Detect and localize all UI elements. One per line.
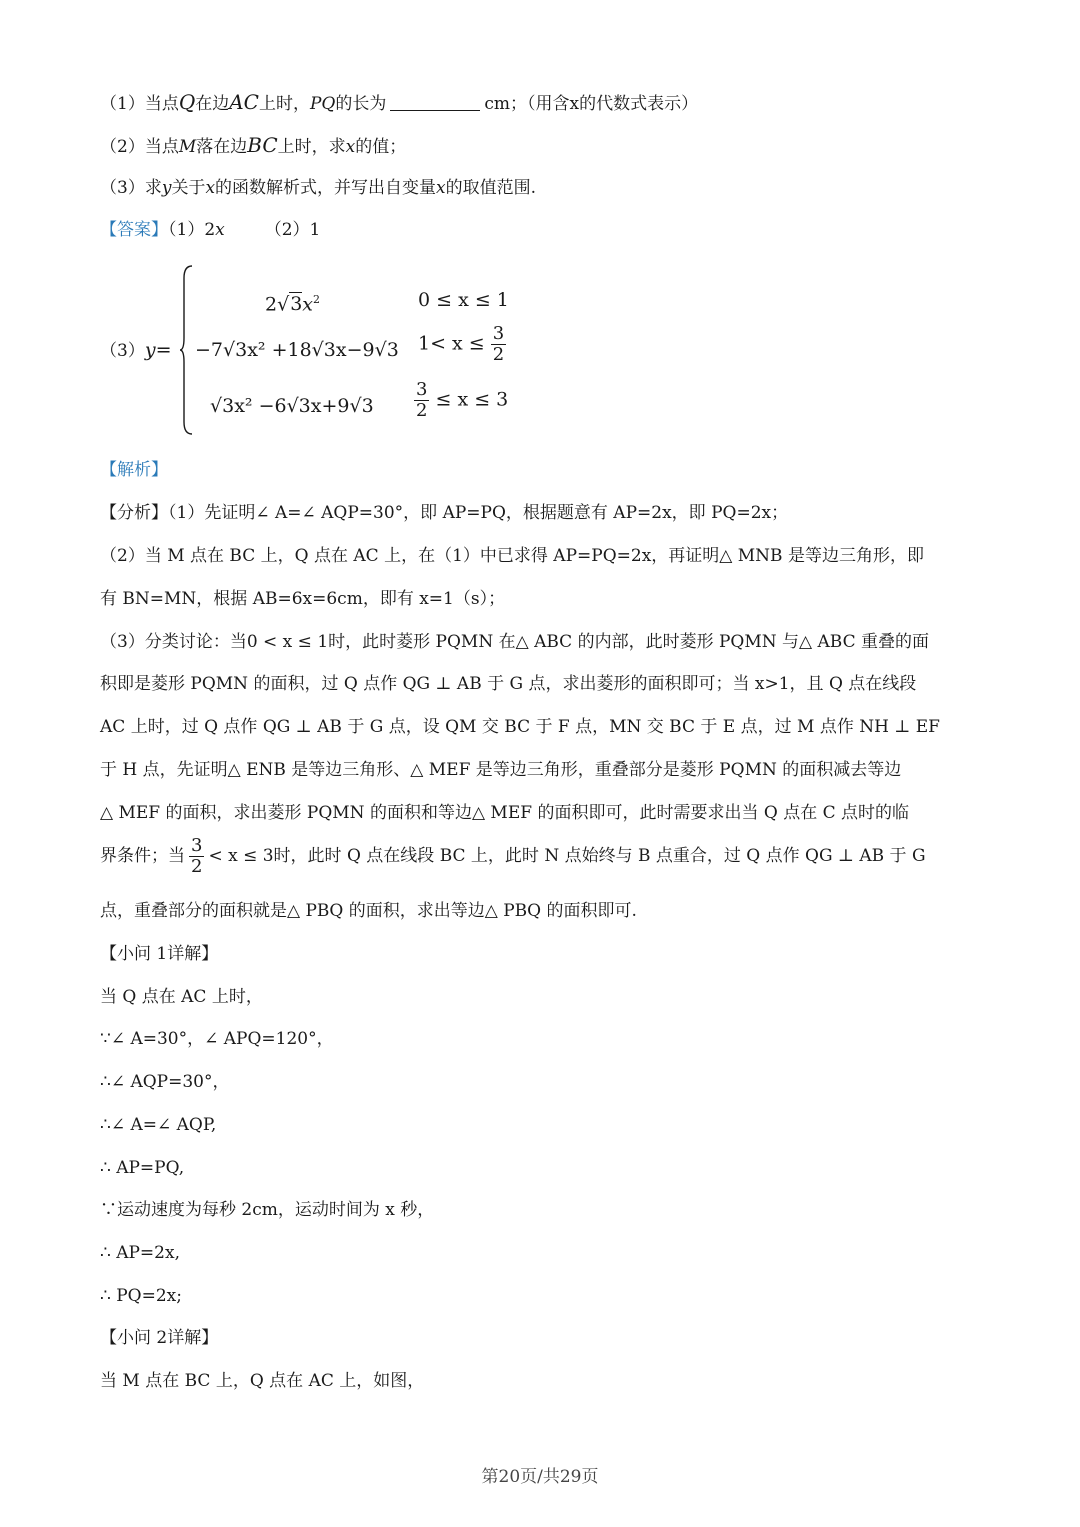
detail-line: 当 M 点在 BC 上，Q 点在 AC 上，如图， [100, 1371, 425, 1391]
question-3: （3）求y关于x的函数解析式，并写出自变量x的取值范围. [100, 178, 537, 198]
analysis-heading: 【解析】 [100, 460, 168, 480]
analysis-line: 【分析】（1）先证明∠ A=∠ AQP=30°，即 AP=PQ，根据题意有 AP=2x，即 PQ=2x； [100, 503, 789, 523]
answer-line: 【答案】（1）2x （2）1 [100, 220, 321, 240]
question-1: （1）当点Q在边AC上时，PQ的长为 cm；（用含x的代数式表示） [100, 90, 699, 114]
case-3-expr: √3x² −6√3x+9√3 [210, 395, 374, 417]
analysis-line-fraction: 界条件；当 $\frac{3}{2}$ < x ≤ 3时，此时 Q 点在线段 BC 上，此时 N 点始终与 B 点重合，过 Q 点作 QG ⊥ AB 于 G [100, 835, 926, 877]
answer-label: 【答案】 [100, 220, 168, 240]
left-brace [180, 264, 194, 436]
question-2: （2）当点M落在边BC上时，求x的值； [100, 133, 407, 157]
page-number: 第20页/共29页 [481, 1467, 599, 1487]
analysis-line: （3）分类讨论：当0 < x ≤ 1时，此时菱形 PQMN 在△ ABC 的内部，此时菱形 PQMN 与△ ABC 重叠的面 [100, 632, 930, 652]
detail-line: ∴ PQ=2x; [100, 1286, 182, 1306]
case-2-expr: −7√3x² +18√3x−9√3 [195, 339, 399, 361]
case-lhs: （3）y= [100, 339, 172, 361]
case-1-expr: $2√3x^2$ [265, 293, 321, 316]
detail-line: ∵运动速度为每秒 2cm，运动时间为 x 秒， [100, 1200, 435, 1220]
case-3-cond: $\frac{3}{2}$ ≤ x ≤ 3 [416, 379, 509, 421]
detail-line: ∴∠ AQP=30°， [100, 1072, 230, 1092]
analysis-line: 有 BN=MN，根据 AB=6x=6cm，即有 x=1（s）； [100, 589, 506, 609]
detail-1-heading: 【小问 1详解】 [100, 944, 219, 964]
detail-2-heading: 【小问 2详解】 [100, 1328, 219, 1348]
analysis-line: 积即是菱形 PQMN 的面积，过 Q 点作 QG ⊥ AB 于 G 点，求出菱形的面积即可；当 x>1，且 Q 点在线段 [100, 674, 917, 694]
detail-line: ∴ AP=PQ, [100, 1158, 185, 1178]
case-2-cond: 1< x ≤ $\frac{3}{2}$ [418, 323, 505, 365]
detail-line: ∵∠ A=30°，∠ APQ=120°， [100, 1029, 334, 1049]
analysis-line: △ MEF 的面积，求出菱形 PQMN 的面积和等边△ MEF 的面积即可，此时需要求出当 Q 点在 C 点时的临 [100, 803, 910, 823]
piecewise-function [100, 264, 520, 436]
detail-line: 当 Q 点在 AC 上时， [100, 987, 263, 1007]
analysis-line: AC 上时，过 Q 点作 QG ⊥ AB 于 G 点，设 QM 交 BC 于 F 点，MN 交 BC 于 E 点，过 M 点作 NH ⊥ EF [100, 717, 940, 737]
analysis-line: 于 H 点，先证明△ ENB 是等边三角形、△ MEF 是等边三角形，重叠部分是菱形 PQMN 的面积减去等边 [100, 760, 902, 780]
answer-blank [390, 92, 480, 111]
analysis-line: 点，重叠部分的面积就是△ PBQ 的面积，求出等边△ PBQ 的面积即可. [100, 901, 637, 921]
detail-line: ∴∠ A=∠ AQP, [100, 1115, 217, 1135]
case-1-cond: 0 ≤ x ≤ 1 [418, 289, 509, 311]
detail-line: ∴ AP=2x, [100, 1243, 180, 1263]
analysis-line: （2）当 M 点在 BC 上，Q 点在 AC 上，在（1）中已求得 AP=PQ=2x，再证明△ MNB 是等边三角形，即 [100, 546, 924, 566]
